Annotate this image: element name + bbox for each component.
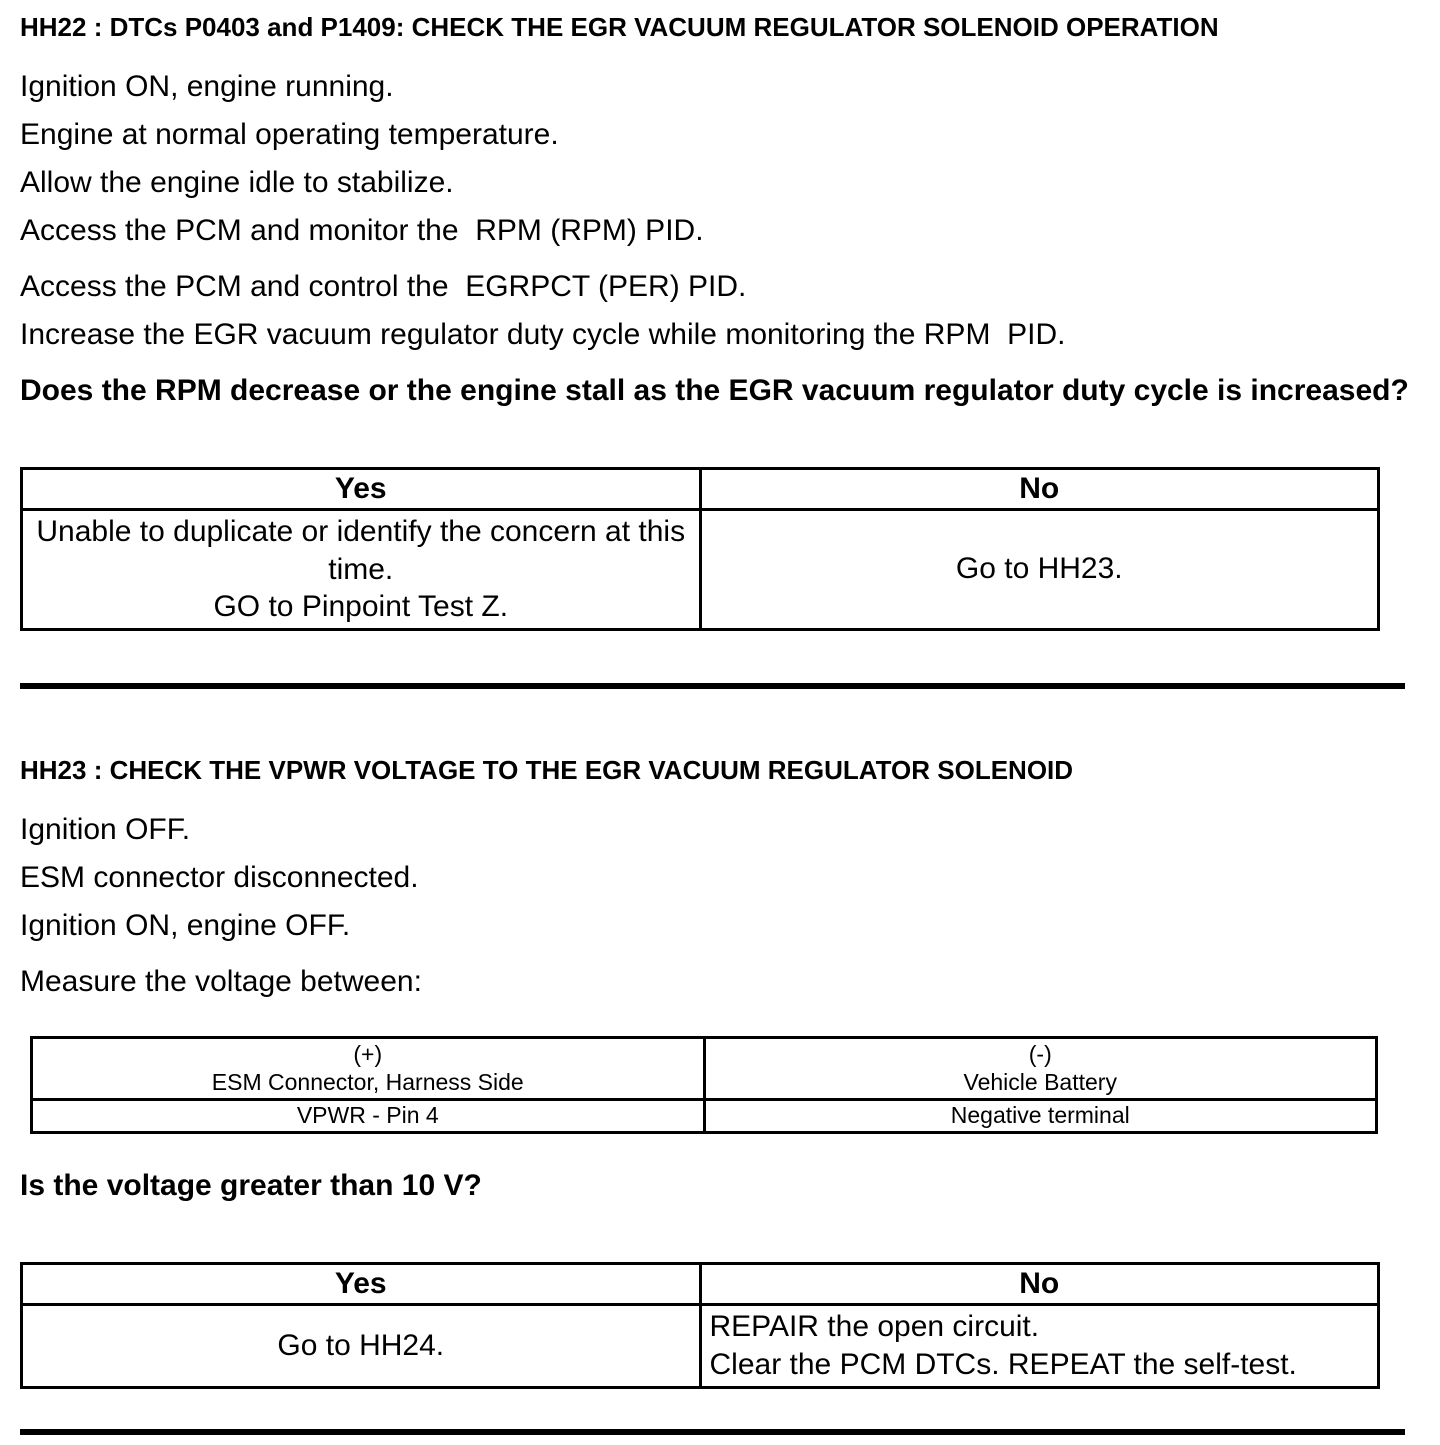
hh23-step-4: Measure the voltage between: <box>20 964 422 998</box>
hh23-step-2: ESM connector disconnected. <box>20 860 419 894</box>
hh23-no-action-line-1: REPAIR the open circuit. <box>709 1310 1040 1344</box>
hh22-step-5: Access the PCM and control the EGRPCT (PER) PID. <box>20 270 747 303</box>
hh22-results-body-row <box>22 510 1379 630</box>
hh22-step-1: Ignition ON, engine running. <box>20 70 394 103</box>
hh23-no-action-cell <box>700 1304 1379 1387</box>
section-hh23 <box>20 755 1420 1389</box>
hh22-step-6: Increase the EGR vacuum regulator duty cycle while monitoring the RPM PID. <box>20 318 1066 351</box>
hh23-positive-value-cell: VPWR - Pin 4 <box>32 1100 705 1133</box>
hh23-negative-value-cell: Negative terminal <box>704 1100 1377 1133</box>
hh22-step-4: Access the PCM and monitor the RPM (RPM) PID. <box>20 214 704 247</box>
hh23-measurement-table <box>30 1036 1378 1134</box>
hh23-negative-label: Vehicle Battery <box>963 1069 1117 1096</box>
hh23-results-table <box>20 1262 1380 1389</box>
hh23-step-3: Ignition ON, engine OFF. <box>20 908 351 942</box>
hh22-question: Does the RPM decrease or the engine stall as the EGR vacuum regulator duty cycle is increased? <box>20 374 1409 407</box>
hh23-question: Is the voltage greater than 10 V? <box>20 1168 482 1202</box>
hh23-yes-action-cell: Go to HH24. <box>22 1304 701 1387</box>
hh22-yes-action-line-1: Unable to duplicate or identify the concern at this time. <box>36 515 686 586</box>
hh23-results-body-row <box>22 1304 1379 1387</box>
hh23-results-header-row <box>22 1263 1379 1304</box>
hh22-yes-action-line-2: GO to Pinpoint Test Z. <box>213 590 509 623</box>
section-hh23-heading: HH23 : CHECK THE VPWR VOLTAGE TO THE EGR VACUUM REGULATOR SOLENOID <box>20 754 1074 785</box>
hh22-step-2: Engine at normal operating temperature. <box>20 118 559 151</box>
hh23-measurement-body-row <box>32 1100 1377 1133</box>
hh23-measurement-header-row <box>32 1037 1377 1100</box>
hh22-no-header-cell: No <box>700 469 1379 510</box>
hh23-positive-label: ESM Connector, Harness Side <box>211 1069 524 1096</box>
section-gap <box>20 689 1420 755</box>
hh22-yes-action-cell <box>22 510 701 630</box>
hh23-step-1: Ignition OFF. <box>20 812 191 846</box>
hh22-results-table <box>20 467 1380 631</box>
hh23-negative-header-cell <box>704 1037 1377 1100</box>
section-hh22-heading: HH22 : DTCs P0403 and P1409: CHECK THE EGR VACUUM REGULATOR SOLENOID OPERATION <box>20 12 1219 42</box>
hh23-yes-header-cell: Yes <box>22 1263 701 1304</box>
hh23-positive-sign: (+) <box>353 1040 383 1067</box>
hh22-results-header-row <box>22 469 1379 510</box>
section-hh22 <box>20 12 1420 631</box>
hh23-no-header-cell: No <box>700 1263 1379 1304</box>
hh23-positive-header-cell <box>32 1037 705 1100</box>
bottom-divider <box>20 1429 1405 1435</box>
hh23-negative-sign: (-) <box>1028 1040 1052 1067</box>
hh22-yes-header-cell: Yes <box>22 469 701 510</box>
hh22-no-action-cell: Go to HH23. <box>700 510 1379 630</box>
hh23-no-action-line-2: Clear the PCM DTCs. REPEAT the self-test. <box>709 1347 1297 1381</box>
hh22-step-3: Allow the engine idle to stabilize. <box>20 166 454 199</box>
